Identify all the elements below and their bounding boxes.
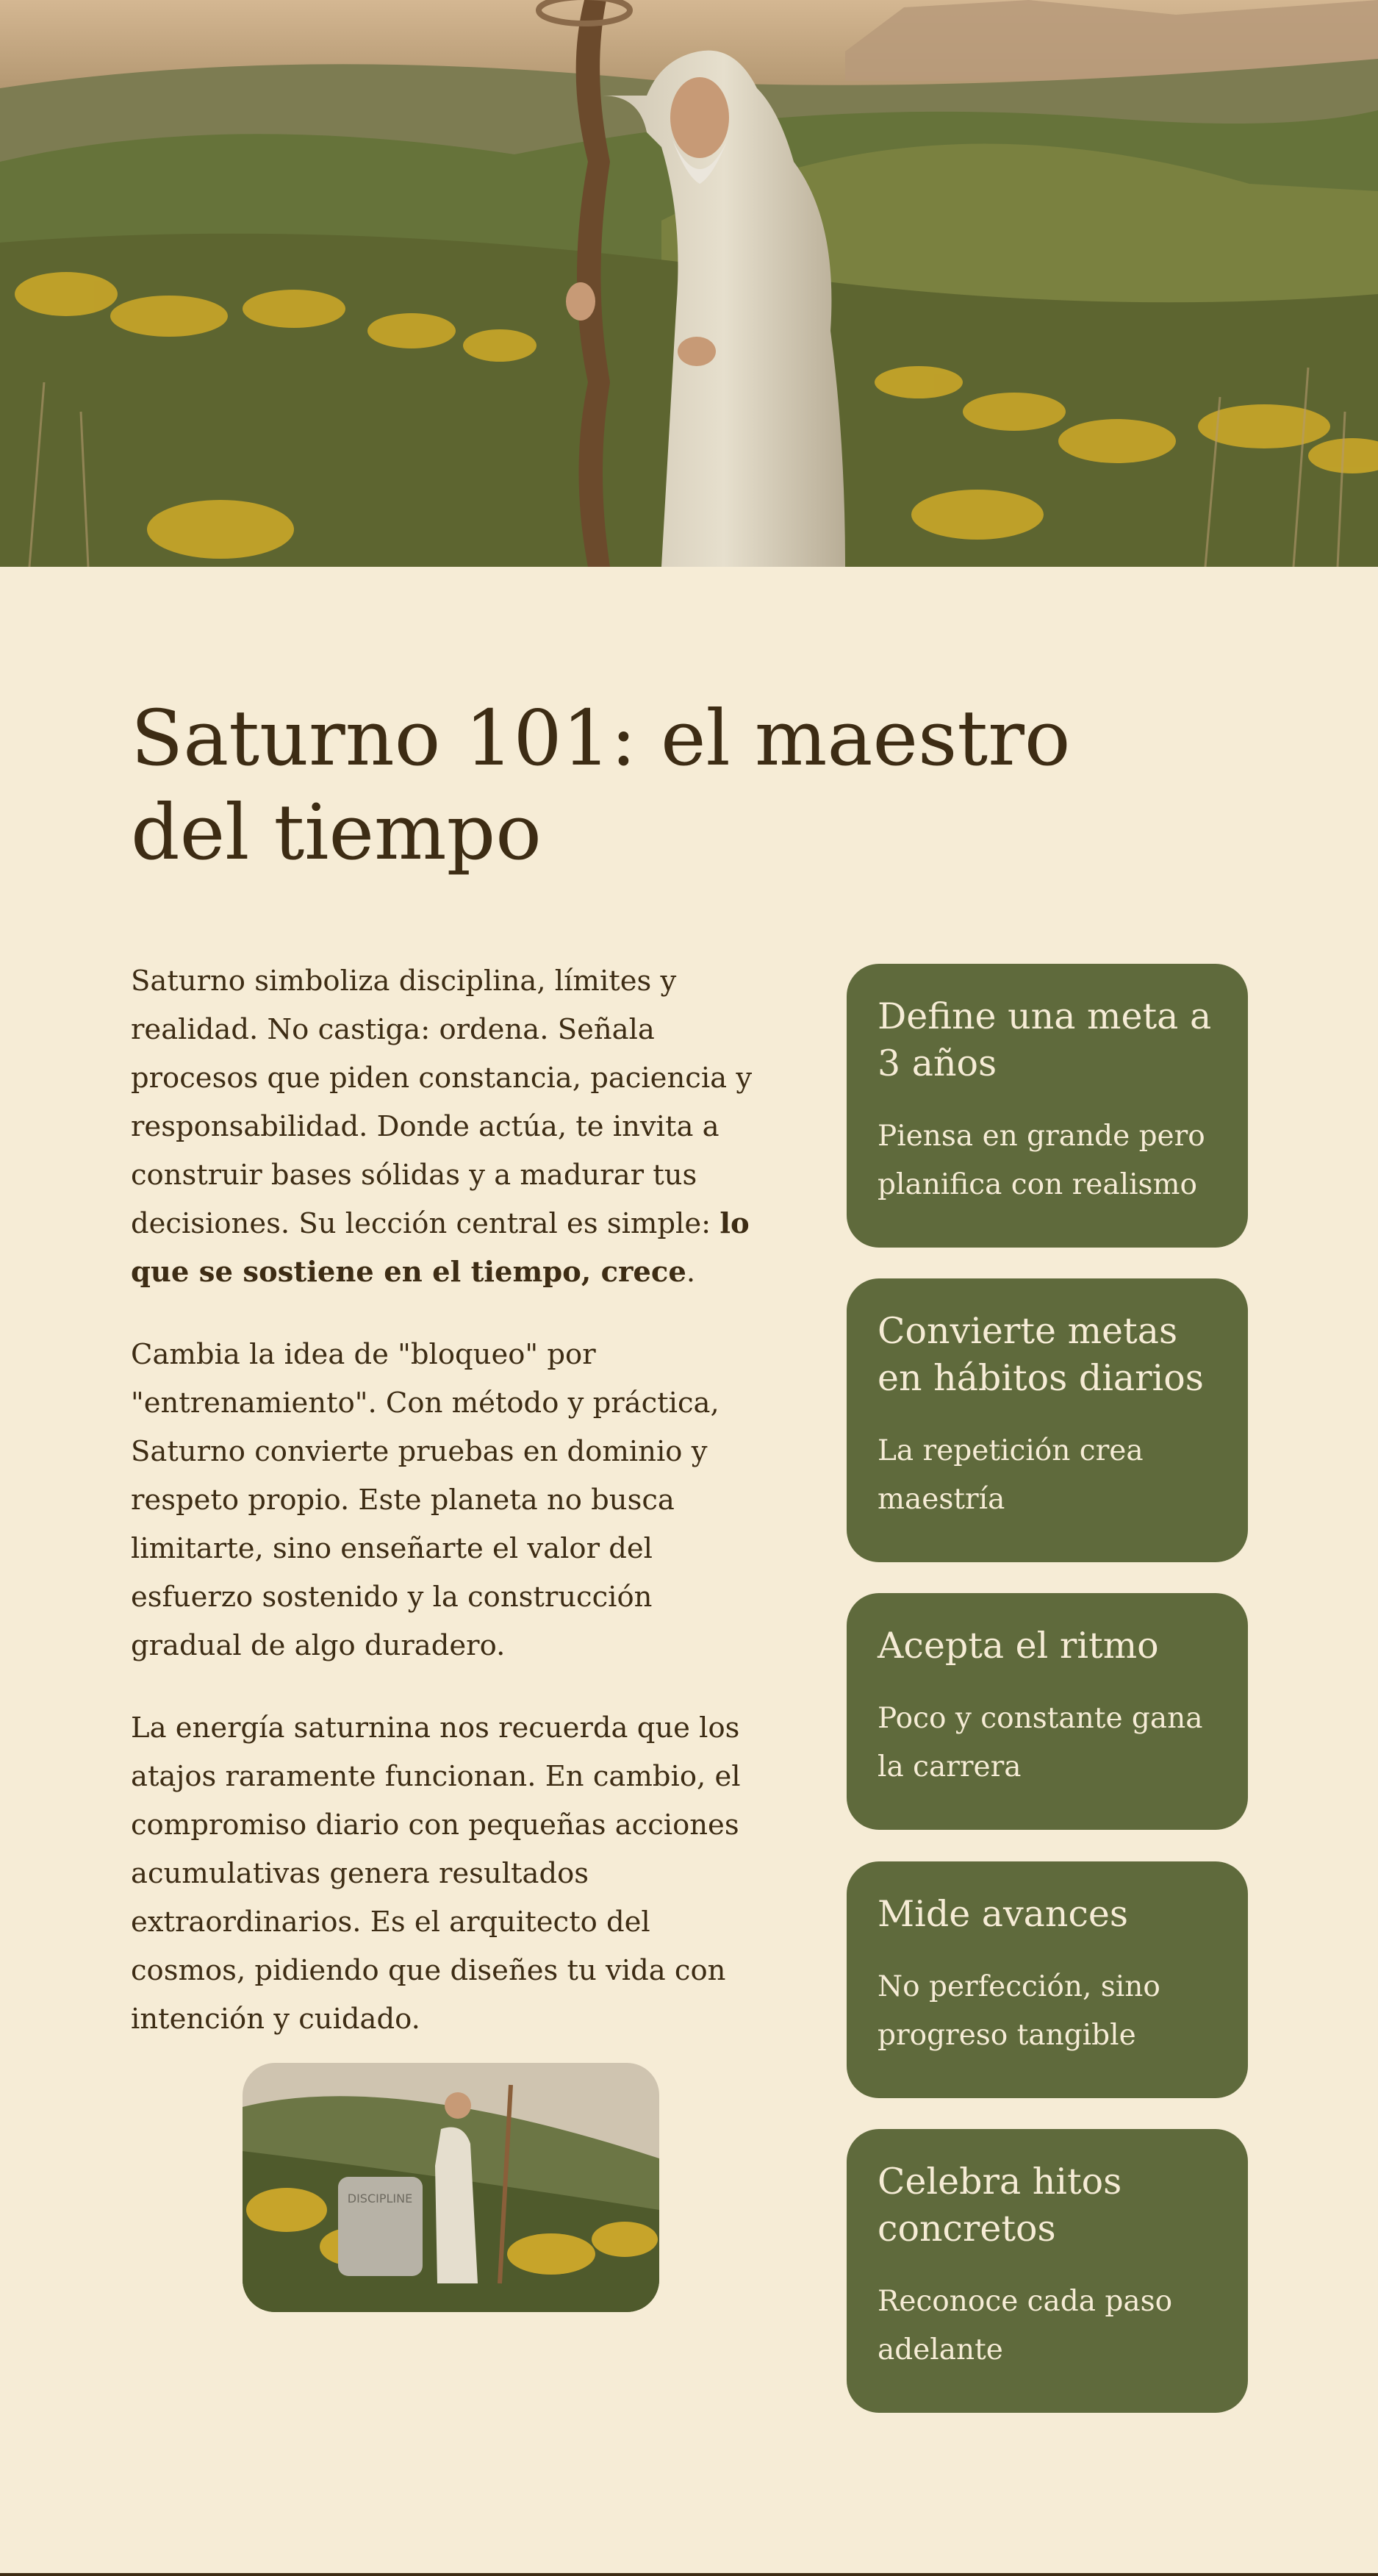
paragraph-intro-end: . <box>686 1256 696 1289</box>
hero-image <box>0 0 1378 567</box>
stone-label: DISCIPLINE <box>347 2192 413 2205</box>
tip-card-habits <box>847 1278 1248 1562</box>
tip-card-rhythm <box>847 1593 1248 1830</box>
tip-card-goal <box>847 964 1248 1248</box>
paragraph-training: Cambia la idea de "bloqueo" por "entrenamiento". Con método y práctica, Saturno convierte pruebas en dominio y respeto propio. Este planeta no busca limitarte, sino enseñarte el valor del esfuerzo sostenido y la construcción gradual de algo duradero. <box>131 1338 719 1662</box>
tip-card-progress <box>847 1861 1248 2098</box>
tip-card-text: Reconoce cada paso adelante <box>878 2285 1173 2366</box>
paragraph-energy: La energía saturnina nos recuerda que los atajos raramente funcionan. En cambio, el compromiso diario con pequeñas acciones acumulativas genera resultados extraordinarios. Es el arquitecto del cosmos, pidiendo que diseñes tu vida con intención y cuidado. <box>131 1711 741 2036</box>
tip-card-text: No perfección, sino progreso tangible <box>878 1970 1160 2052</box>
article-body <box>131 957 770 2078</box>
page-bottom-divider <box>0 2573 1378 2576</box>
paragraph-intro-text: Saturno simboliza disciplina, límites y realidad. No castiga: ordena. Señala procesos que piden constancia, paciencia y responsabilidad. Donde actúa, te invita a construir bases sólidas y a madurar tus decisiones. Su lección central es simple: <box>131 965 753 1240</box>
hero-illustration <box>0 0 1378 567</box>
paragraph-intro <box>131 957 770 1297</box>
discipline-illustration <box>243 2063 659 2312</box>
key-lesson: lo que se sostiene en el tiempo, crece <box>131 1207 750 1289</box>
page-title: Saturno 101: el maestro del tiempo <box>131 693 1071 877</box>
tip-card-title: Mide avances <box>878 1893 1129 1935</box>
tip-card-title: Define una meta a 3 años <box>878 995 1212 1084</box>
tip-card-text: Poco y constante gana la carrera <box>878 1702 1203 1783</box>
tip-card-title: Acepta el ritmo <box>878 1625 1159 1667</box>
discipline-image <box>243 2063 659 2312</box>
tip-card-text: La repetición crea maestría <box>878 1434 1144 1516</box>
tip-card-title: Convierte metas en hábitos diarios <box>878 1310 1204 1399</box>
tip-card-milestones <box>847 2129 1248 2413</box>
tip-card-title: Celebra hitos concretos <box>878 2161 1122 2250</box>
tip-card-text: Piensa en grande pero planifica con realismo <box>878 1120 1205 1201</box>
